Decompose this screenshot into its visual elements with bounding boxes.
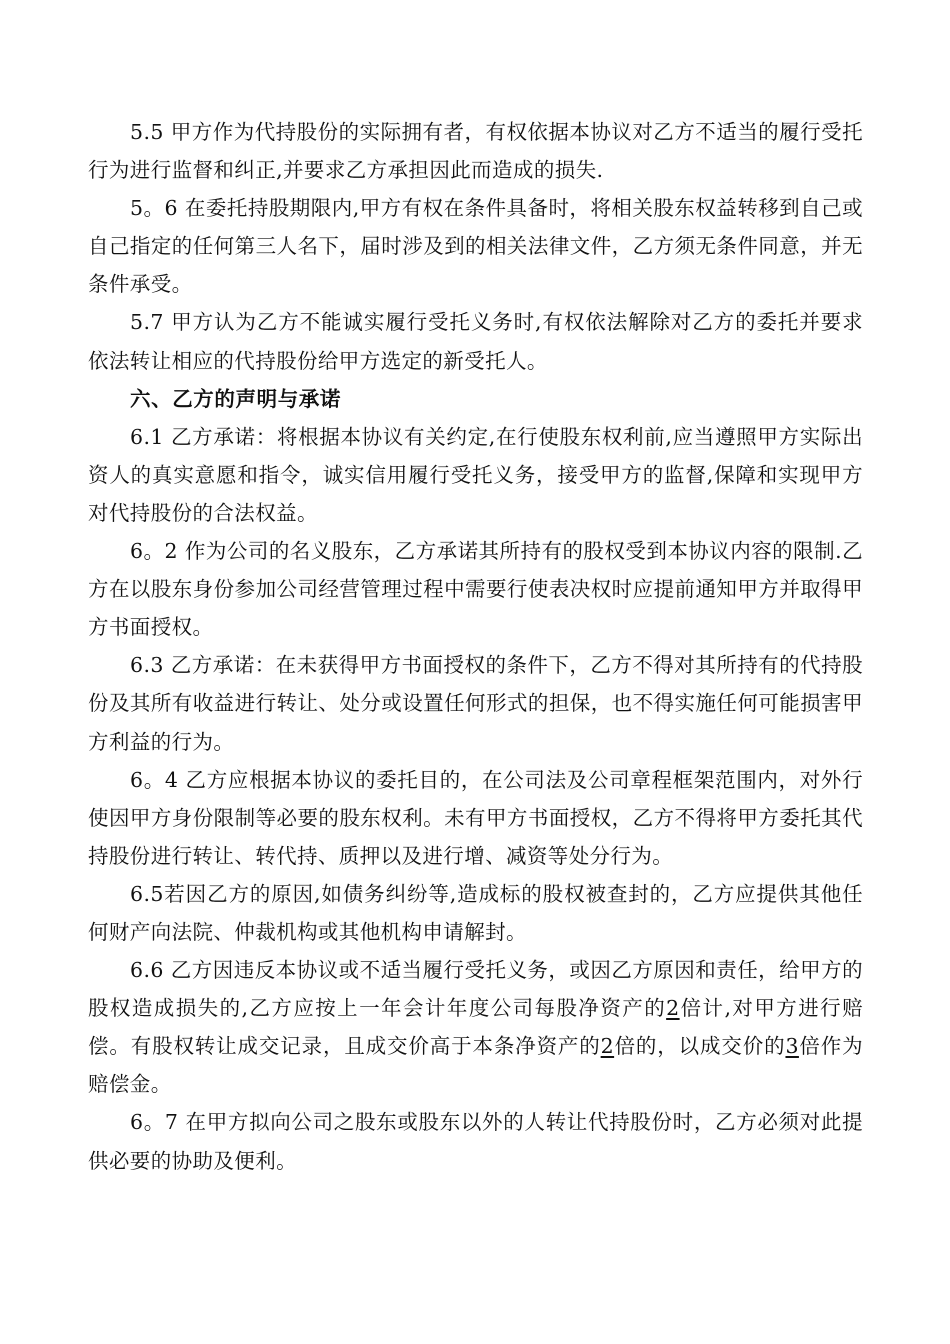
- multiplier-underlined-1: 2: [666, 996, 680, 1021]
- clause-5-7: 5.7 甲方认为乙方不能诚实履行受托义务时,有权依法解除对乙方的委托并要求依法转让相应的代持股份给甲方选定的新受托人。: [88, 310, 863, 373]
- clause-6-6-text-a: 6.6 乙方因违反本协议或不适当履行受托义务，或因乙方原因和责任，给甲方的股权造成损失的,乙方应按上一年会计年度公司每股净资产的: [88, 958, 863, 1021]
- section-6-heading: 六、乙方的声明与承诺: [130, 386, 341, 411]
- clause-6-6-text-b: 倍计,对甲方进行赔偿。有股权转让成交记录，且成交价高于本条净资产的: [88, 996, 863, 1059]
- document-body: [88, 113, 863, 1180]
- clause-6-4: 6。4 乙方应根据本协议的委托目的，在公司法及公司章程框架范围内，对外行使因甲方身份限制等必要的股东权利。未有甲方书面授权，乙方不得将甲方委托其代持股份进行转让、转代持、质押以及进行增、减资等处分行为。: [88, 767, 863, 868]
- clause-5-6: 5。6 在委托持股期限内,甲方有权在条件具备时，将相关股东权益转移到自己或自己指定的任何第三人名下，届时涉及到的相关法律文件，乙方须无条件同意，并无条件承受。: [88, 196, 863, 297]
- multiplier-underlined-3: 3: [785, 1034, 799, 1059]
- clause-6-6-text-d: 倍作为赔偿金。: [88, 1034, 864, 1097]
- clause-6-5: 6.5若因乙方的原因,如债务纠纷等,造成标的股权被查封的，乙方应提供其他任何财产向法院、仲裁机构或其他机构申请解封。: [88, 881, 863, 944]
- clause-6-1: 6.1 乙方承诺：将根据本协议有关约定,在行使股东权利前,应当遵照甲方实际出资人的真实意愿和指令，诚实信用履行受托义务，接受甲方的监督,保障和实现甲方对代持股份的合法权益。: [88, 424, 863, 525]
- clause-6-3: 6.3 乙方承诺：在未获得甲方书面授权的条件下，乙方不得对其所持有的代持股份及其所有收益进行转让、处分或设置任何形式的担保，也不得实施任何可能损害甲方利益的行为。: [88, 653, 863, 754]
- clause-5-5: 5.5 甲方作为代持股份的实际拥有者，有权依据本协议对乙方不适当的履行受托行为进行监督和纠正,并要求乙方承担因此而造成的损失.: [88, 120, 863, 183]
- clause-6-6: [88, 951, 863, 1103]
- clause-6-7: 6。7 在甲方拟向公司之股东或股东以外的人转让代持股份时，乙方必须对此提供必要的协助及便利。: [88, 1110, 863, 1173]
- multiplier-underlined-2: 2: [600, 1034, 615, 1059]
- clause-6-2: 6。2 作为公司的名义股东，乙方承诺其所持有的股权受到本协议内容的限制.乙方在以股东身份参加公司经营管理过程中需要行使表决权时应提前通知甲方并取得甲方书面授权。: [88, 539, 863, 640]
- clause-6-6-text-c: 倍的，以成交价的: [614, 1034, 786, 1059]
